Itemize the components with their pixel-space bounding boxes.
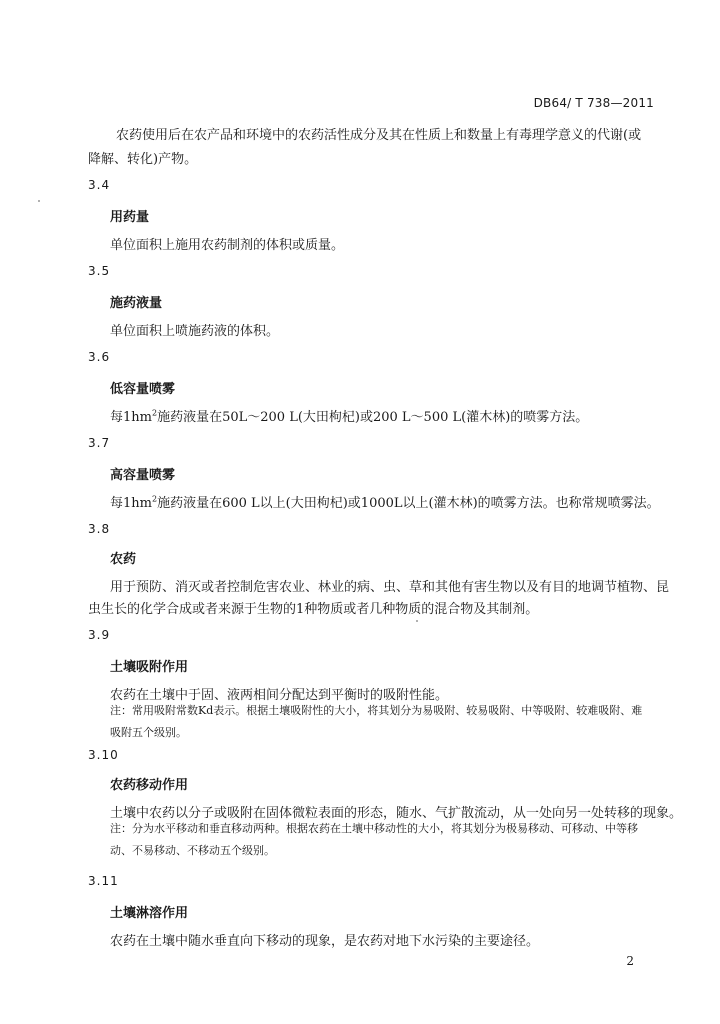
note-3-9: 注：常用吸附常数Kd表示。根据土壤吸附性的大小，将其划分为易吸附、较易吸附、中等吸附、较难吸附、难吸附五个级别。 (110, 704, 643, 739)
definition-3-8-line2: 虫生长的化学合成或者来源于生物的1种物质或者几种物质的混合物及其制剂。 (88, 602, 539, 617)
term-3-9: 土壤吸附作用 (110, 660, 189, 675)
intro-paragraph: 农药使用后在农产品和环境中的农药活性成分及其在性质上和数量上有毒理学意义的代谢(或降解、转化)产物。 (88, 128, 642, 167)
scan-speck (416, 620, 418, 622)
definition-3-11: 农药在土壤中随水垂直向下移动的现象，是农药对地下水污染的主要途径。 (110, 934, 540, 949)
section-number-3-7: 3.7 (88, 436, 111, 450)
definition-3-8-line1: 用于预防、消灭或者控制危害农业、林业的病、虫、草和其他有害生物以及有目的地调节植物、昆 (110, 580, 670, 595)
term-3-5: 施药液量 (110, 296, 163, 311)
definition-3-4: 单位面积上施用农药制剂的体积或质量。 (110, 238, 345, 253)
definition-3-10: 土壤中农药以分子或吸附在固体微粒表面的形态，随水、气扩散流动，从一处向另一处转移的现象。 (110, 806, 683, 821)
section-number-3-6: 3.6 (88, 350, 111, 364)
definition-3-6: 每$1hm^2$施药液量在50L～200 L(大田枸杞)或200 L～500 L(灌木林)的喷雾方法。 (110, 408, 589, 425)
section-number-3-11: 3.11 (88, 874, 119, 888)
page-number: 2 (626, 954, 634, 968)
term-3-4: 用药量 (110, 210, 150, 225)
term-3-7: 高容量喷雾 (110, 468, 176, 483)
term-3-8: 农药 (110, 552, 137, 567)
definition-3-9: 农药在土壤中于固、液两相间分配达到平衡时的吸附性能。 (110, 688, 449, 703)
term-3-6: 低容量喷雾 (110, 382, 176, 397)
term-3-10: 农药移动作用 (110, 778, 189, 793)
scan-speck (38, 200, 40, 202)
section-number-3-9: 3.9 (88, 628, 111, 642)
term-3-11: 土壤淋溶作用 (110, 906, 189, 921)
section-number-3-8: 3.8 (88, 522, 111, 536)
section-number-3-5: 3.5 (88, 264, 111, 278)
definition-3-5: 单位面积上喷施药液的体积。 (110, 324, 280, 339)
section-number-3-4: 3.4 (88, 178, 111, 192)
note-3-10: 注：分为水平移动和垂直移动两种。根据农药在土壤中移动性的大小，将其划分为极易移动、可移动、中等移动、不易移动、不移动五个级别。 (110, 822, 638, 857)
standard-code-header: DB64/ T 738—2011 (533, 96, 654, 110)
definition-3-7: 每$1hm^2$施药液量在600 L以上(大田枸杞)或1000L以上(灌木林)的喷雾方法。也称常规喷雾法。 (110, 494, 660, 511)
section-number-3-10: 3.10 (88, 748, 119, 762)
